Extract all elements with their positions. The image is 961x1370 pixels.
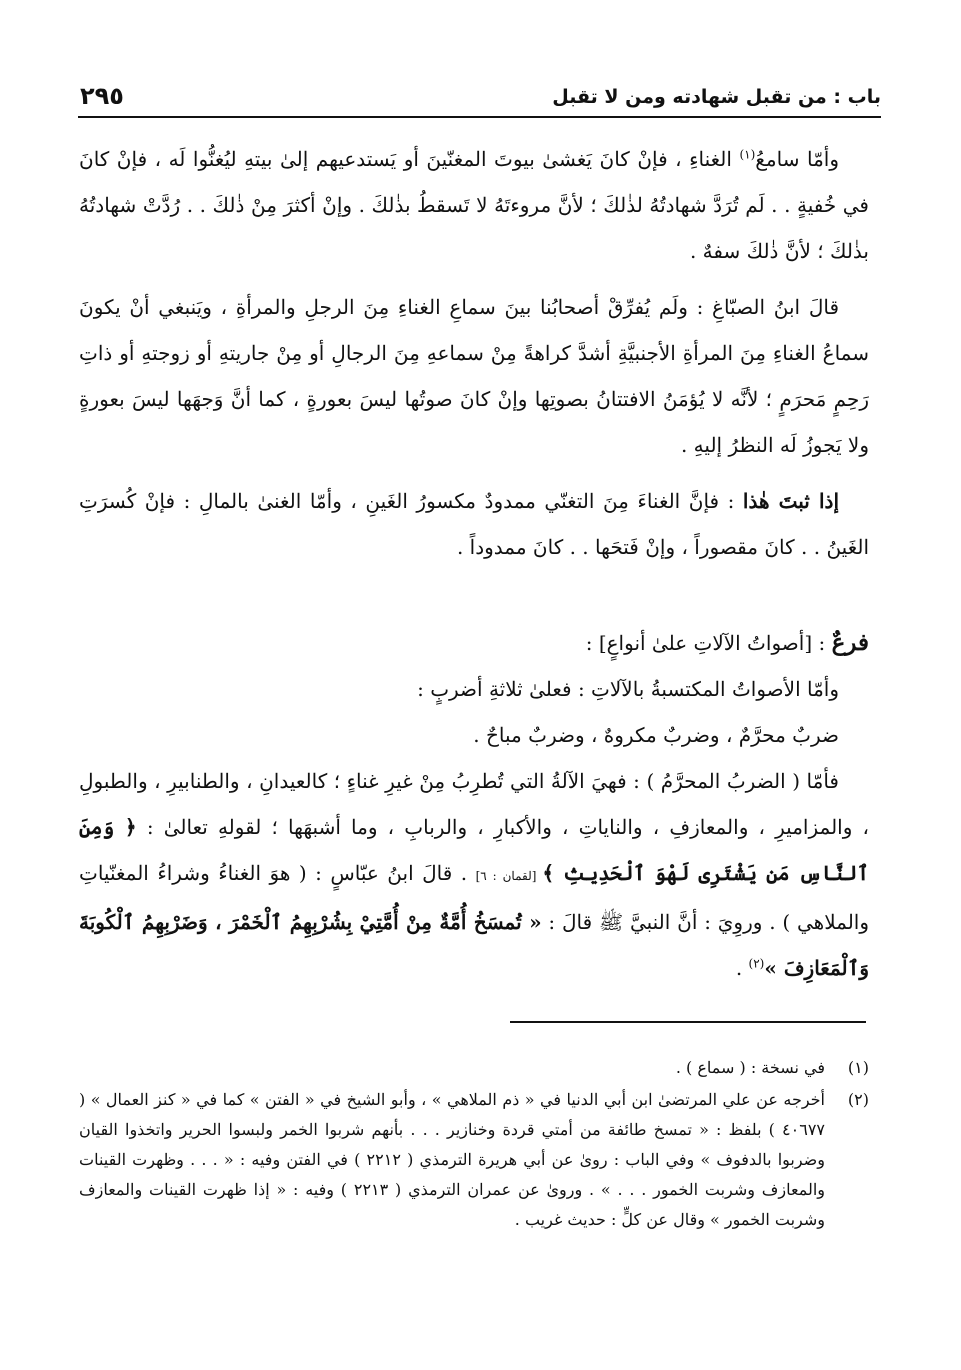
page-header [78, 82, 881, 118]
footnote-2 [79, 1085, 869, 1235]
paragraph-sounds: وأمّا الأصواتُ المكتسبةُ بالآلاتِ : فعلىٰ ثلاثةِ أضربٍ : [417, 677, 839, 701]
quran-verse: ﴿ وَمِنَ ٱلنَّاسِ مَن يَشْتَرِى لَهْوَ ٱلْحَدِيثِ ﴾ [79, 815, 869, 885]
running-title: باب : من تقبل شهادته ومن لا تقبل [552, 86, 881, 108]
branch-heading [79, 620, 869, 666]
paragraph-ibn-sabbagh: قالَ ابنُ الصبّاغِ : ولَم يُفرِّقْ أصحابُنا بينَ سماعِ الغناءِ مِنَ الرجلِ والمرأةِ ، ويَنبغي أنْ يكونَ سماعُ الغناءِ مِنَ المرأةِ الأجنبيَّةِ أشدَّ كراهةً مِنْ سماعهِ مِنَ الرجالِ أو مِنْ جاريتهِ أو زوجتهِ أو ذاتِ رَحِمٍ مَحرَمٍ ؛ لأنَّه لا يُؤمَنُ الافتتانُ بصوتِها وإنْ كانَ صوتُها ليسَ بعورةٍ ، كما أنَّ وَجهَها ليسَ بعورةٍ ولا يَجوزُ لَه النظرُ إليهِ . [79, 295, 869, 457]
paragraph-types: ضربٌ محرَّمٌ ، وضربٌ مكروهٌ ، وضربٌ مباحٌ . [473, 723, 839, 747]
footnote-number: (٢) [847, 1090, 869, 1109]
verse-reference: [لقمان : ٦] [475, 869, 543, 883]
footnote-text: أخرجه عن علي المرتضىٰ ابن أبي الدنيا في « ذم الملاهي » ، وأبو الشيخ في « الفتن » كما في « كنز العمال » ( ٤٠٦٧٧ ) بلفظ : « تمسخ طائفة من أمتي قردة وخنازير . . . بأنهم شربوا الخمر ولبسوا الحرير واتخذوا القيان وضربوا بالدفوف » وفي الباب : روىٰ عن أبي هريرة الترمذي ( ٢٢١٢ ) في الفتن وفيه : « . . . وظهرت القينات والمعازف وشربت الخمور . . . » . ورویٰ عن عمران الترمذي ( ٢٢١٣ ) وفيه : « إذا ظهرت القينات والمعازف وشربت الخمور » وقال عن كلٍّ : حديث غريب . [79, 1090, 825, 1229]
footnote-1 [79, 1053, 869, 1083]
page-number: ٢٩٥ [80, 82, 124, 110]
footnote-text: في نسخة : ( سماع ) . [675, 1058, 825, 1077]
footnote-ref-2[interactable]: (٢) [748, 956, 765, 971]
footnote-divider [510, 1021, 866, 1023]
hadith-quote: « تُمسَخُ أُمَّةٌ مِنْ أُمَّتِيْ بِشُرْبِهِمُ ٱلْخَمْرَ ، وَضَرْبِهِمُ ٱلْكُوبَةَ وَٱلْمَعَازِفَ » [79, 910, 869, 980]
footnotes [79, 1053, 869, 1237]
paragraph-listener: وأمّا سامعُ$^{(١)}$ الغناءِ ، فإنْ كانَ يَغشىٰ بيوتَ المغنّينَ أو يَستدعيهم إلىٰ بيتهِ ليُغنُّوا لَه ، فإنْ كانَ في خُفيةٍ . . لَم تُرَدَّ شهادتُهُ لذٰلكَ ؛ لأنَّ مروءتَهُ لا تَسقطُ بذٰلكَ . وإنْ أكثرَ مِنْ ذٰلكَ . . رُدَّتْ شهادتُهُ بذٰلكَ ؛ لأنَّ ذٰلكَ سفهٌ . [79, 147, 869, 263]
lead-phrase: إذا ثبتَ هٰذا [742, 489, 839, 513]
main-text [79, 136, 869, 991]
paragraph-definition: إذا ثبتَ هٰذا : فإنَّ الغناءَ مِنَ التغنّي ممدودٌ مكسورُ الغَينِ ، وأمّا الغنىٰ بالمالِ : فإنْ كُسرَتِ الغَينُ . . كانَ مقصوراً ، وإنْ فَتحَها . . كانَ ممدوداً . [79, 489, 869, 559]
footnote-number: (١) [847, 1058, 869, 1077]
footnote-ref-1[interactable]: (١) [739, 147, 756, 162]
branch-title: : [أصواتُ الآلاتِ علىٰ أنواعٍ] : [585, 631, 832, 655]
branch-label: فرعٌ [831, 629, 869, 656]
paragraph-forbidden: فأمّا ( الضربُ المحرَّمُ ) : فهيَ الآلةُ التي تُطرِبُ مِنْ غيرِ غناءٍ ؛ كالعيدانِ ، والطنابيرِ ، والطبولِ ، والمزاميرِ ، والمعازفِ ، والناياتِ ، والأكبارِ ، والربابِ ، وما أشبهَها ؛ لقولهِ تعالىٰ : ﴿ وَمِنَ ٱلنَّاسِ مَن يَشْتَرِى لَهْوَ ٱلْحَدِيثِ ﴾ [لقمان : ٦] . قالَ ابنُ عبّاسٍ : ( هوَ الغناءُ وشراءُ المغنّياتِ والملاهي ) . وروِيَ : أنَّ النبيَّ ﷺ قالَ : « تُمسَخُ أُمَّةٌ مِنْ أُمَّتِيْ بِشُرْبِهِمُ ٱلْخَمْرَ ، وَضَرْبِهِمُ ٱلْكُوبَةَ وَٱلْمَعَازِفَ »$^{(٢)}$ . [79, 769, 869, 980]
